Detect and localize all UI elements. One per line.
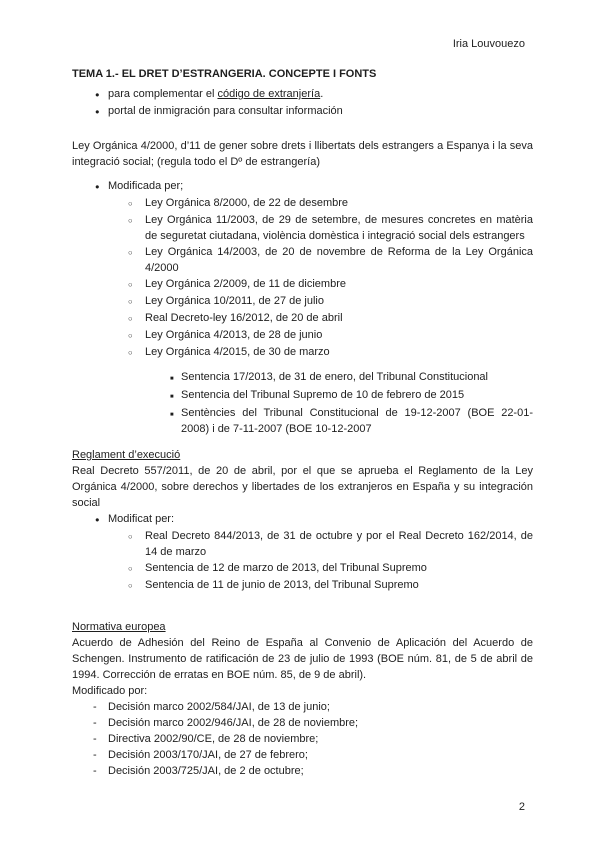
list-item (72, 369, 533, 387)
list-item (72, 560, 533, 577)
circle-bullet-icon: ○ (128, 248, 133, 257)
page-number: 2 (518, 801, 525, 813)
list-item-text: Directiva 2002/90/CE, de 28 de noviembre; (108, 733, 319, 745)
circle-bullet-icon: ○ (128, 314, 133, 323)
circle-bullet-icon: ○ (128, 581, 133, 590)
reglament-heading: Reglament d’execució (72, 449, 181, 461)
modificada-per-bullet (72, 178, 533, 195)
list-item-text: Ley Orgánica 2/2009, de 11 de diciembre (145, 278, 346, 290)
dash-bullet-icon: - (93, 717, 97, 729)
list-item (72, 747, 533, 763)
list-item-text: Ley Orgánica 8/2000, de 22 de desembre (145, 197, 349, 209)
modificat-per-label: Modificat per: (108, 513, 175, 525)
intro-text-post: . (320, 88, 324, 100)
disc-bullet-icon: ● (95, 515, 100, 524)
disc-bullet-icon: ● (95, 182, 100, 191)
dash-bullet-icon: - (93, 749, 97, 761)
modificat-per-bullet (72, 511, 533, 528)
list-item-text: Decisión marco 2002/946/JAI, de 28 de noviembre; (108, 717, 359, 729)
normativa-section (72, 619, 533, 635)
modificado-por-label: Modificado por: (72, 685, 148, 697)
normativa-paragraph: Acuerdo de Adhesión del Reino de España al Convenio de Aplicación del Acuerdo de Schengen. Instrumento de ratificación de 23 de julio de 1993 (BOE núm. 81, de 5 de abril de 1994. Corrección de erratas en BOE núm. 85, de 9 de abril). (72, 637, 533, 681)
list-item (72, 344, 533, 361)
circle-bullet-icon: ○ (128, 297, 133, 306)
disc-bullet-icon: ● (95, 107, 100, 116)
ley-organica-paragraph: Ley Orgánica 4/2000, d’11 de gener sobre drets i llibertats dels estrangers a Espanya i la seva integració social; (regula todo el Dº de estrangería) (72, 140, 533, 168)
list-item (72, 731, 533, 747)
intro-text-pre: para complementar el (108, 88, 218, 100)
list-item-text: Sentencia 17/2013, de 31 de enero, del Tribunal Constitucional (181, 371, 488, 383)
intro-bullet-2-text: portal de inmigración para consultar información (108, 105, 343, 117)
list-item (72, 310, 533, 327)
circle-bullet-icon: ○ (128, 532, 133, 541)
page-header (72, 36, 533, 52)
list-item (72, 212, 533, 244)
page-title: TEMA 1.- EL DRET D’ESTRANGERIA. CONCEPTE I FONTS (72, 68, 377, 80)
list-item-text: Ley Orgánica 14/2003, de 20 de novembre de Reforma de la Ley Orgánica 4/2000 (145, 246, 533, 274)
list-item (72, 699, 533, 715)
dash-bullet-icon: - (93, 765, 97, 777)
list-item (72, 763, 533, 779)
list-item-text: Sentències del Tribunal Constitucional de 19-12-2007 (BOE 22-01-2008) i de 7-11-2007 (BOE 10-12-2007 (181, 407, 533, 435)
list-item-text: Real Decreto 844/2013, de 31 de octubre y por el Real Decreto 162/2014, de 14 de marzo (145, 530, 533, 558)
circle-bullet-icon: ○ (128, 331, 133, 340)
list-item (72, 405, 533, 437)
intro-bullet-2 (72, 103, 533, 120)
reglament-paragraph: Real Decreto 557/2011, de 20 de abril, por el que se aprueba el Reglamento de la Ley Orgánica 4/2000, sobre derechos y libertades de los extranjeros en España y su integración social (72, 465, 533, 509)
list-item-text: Decisión 2003/725/JAI, de 2 de octubre; (108, 765, 304, 777)
circle-bullet-icon: ○ (128, 280, 133, 289)
list-item (72, 387, 533, 405)
list-item-text: Sentencia de 12 de marzo de 2013, del Tribunal Supremo (145, 562, 427, 574)
square-bullet-icon: ■ (170, 376, 174, 382)
normativa-heading: Normativa europea (72, 621, 166, 633)
intro-bullet-1 (72, 86, 533, 103)
list-item (72, 715, 533, 731)
list-item-text: Ley Orgánica 10/2011, de 27 de julio (145, 295, 324, 307)
list-item (72, 276, 533, 293)
list-item (72, 327, 533, 344)
list-item-text: Decisión marco 2002/584/JAI, de 13 de junio; (108, 701, 330, 713)
author-name: Iria Louvouezo (452, 38, 525, 50)
modificada-per-label: Modificada per; (108, 180, 184, 192)
list-item-text: Ley Orgánica 4/2013, de 28 de junio (145, 329, 323, 341)
codigo-extranjeria-underline: código de extranjería (217, 88, 321, 100)
list-item-text: Decisión 2003/170/JAI, de 27 de febrero; (108, 749, 308, 761)
list-item (72, 528, 533, 560)
intro-bullet-1-text (108, 86, 533, 102)
disc-bullet-icon: ● (95, 90, 100, 99)
circle-bullet-icon: ○ (128, 199, 133, 208)
square-bullet-icon: ■ (170, 394, 174, 400)
circle-bullet-icon: ○ (128, 348, 133, 357)
dash-bullet-icon: - (93, 733, 97, 745)
list-item (72, 195, 533, 212)
dash-bullet-icon: - (93, 701, 97, 713)
circle-bullet-icon: ○ (128, 216, 133, 225)
circle-bullet-icon: ○ (128, 564, 133, 573)
list-item-text: Sentencia del Tribunal Supremo de 10 de febrero de 2015 (181, 389, 465, 401)
list-item-text: Ley Orgánica 11/2003, de 29 de setembre, de mesures concretes en matèria de seguretat ciutadana, violència domèstica i integració social dels estrangers (145, 214, 533, 242)
list-item-text: Real Decreto-ley 16/2012, de 20 de abril (145, 312, 343, 324)
list-item (72, 293, 533, 310)
list-item-text: Ley Orgánica 4/2015, de 30 de marzo (145, 346, 330, 358)
square-bullet-icon: ■ (170, 412, 174, 418)
list-item-text: Sentencia de 11 de junio de 2013, del Tribunal Supremo (145, 579, 419, 591)
reglament-section (72, 447, 533, 463)
list-item (72, 244, 533, 276)
list-item (72, 577, 533, 594)
